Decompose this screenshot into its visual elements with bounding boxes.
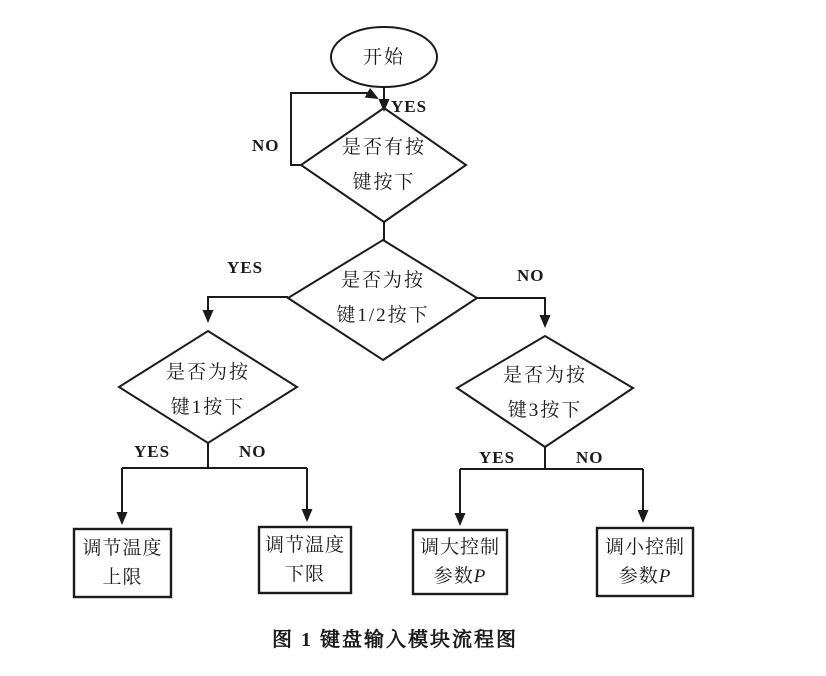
decision-key-1-line1: 是否为按: [165, 362, 250, 383]
param-word: 参数: [433, 566, 474, 587]
decision-any-key-line2: 键按下: [352, 172, 416, 193]
param-word: 参数: [618, 566, 659, 587]
edge-label-no-loop: NO: [252, 136, 280, 155]
edge-label-no-key12: NO: [517, 266, 545, 285]
start-node-label: [334, 40, 434, 75]
decision-key-1-label: [118, 355, 298, 425]
process-param-decrease-line2: [619, 562, 672, 591]
process-temp-lower-line2: 下限: [284, 564, 325, 585]
decision-key-1-2-line1: 是否为按: [340, 270, 425, 291]
edge-label-yes-key3: YES: [479, 448, 516, 467]
decision-any-key-label: [304, 130, 464, 200]
start-text: 开始: [362, 47, 405, 68]
decision-any-key-line1: 是否有按: [341, 137, 426, 158]
process-temp-upper-label: [74, 529, 171, 597]
edge-label-no-key1: NO: [239, 442, 267, 461]
arrow-no-to-key3: [477, 298, 545, 326]
decision-key-1-2-label: [293, 263, 473, 333]
edge-label-yes-key12: YES: [227, 258, 264, 277]
decision-key-1-line2: 键1按下: [170, 397, 246, 418]
decision-key-1-2-line2: 键1/2按下: [336, 305, 430, 326]
process-temp-lower-line1: 调节温度: [264, 535, 345, 556]
param-symbol: P: [658, 566, 672, 587]
figure-caption: 图 1 键盘输入模块流程图: [272, 629, 518, 651]
edge-label-no-key3: NO: [576, 448, 604, 467]
edge-label-yes-key1: YES: [134, 442, 171, 461]
arrow-yes-to-key1: [208, 297, 288, 321]
param-symbol: P: [473, 566, 487, 587]
decision-key-3-line2: 键3按下: [507, 400, 583, 421]
decision-key-3-label: [455, 358, 635, 428]
process-param-decrease-label: [597, 528, 693, 596]
process-temp-upper-line1: 调节温度: [82, 538, 163, 559]
process-temp-lower-label: [259, 527, 351, 593]
process-param-increase-line1: 调大控制: [419, 537, 500, 558]
edge-label-yes-enter: YES: [391, 97, 428, 116]
decision-key-3-line1: 是否为按: [502, 365, 587, 386]
process-param-increase-line2: [434, 562, 487, 591]
process-temp-upper-line2: 上限: [102, 567, 143, 588]
process-param-decrease-line1: 调小控制: [604, 537, 685, 558]
process-param-increase-label: [413, 530, 507, 594]
